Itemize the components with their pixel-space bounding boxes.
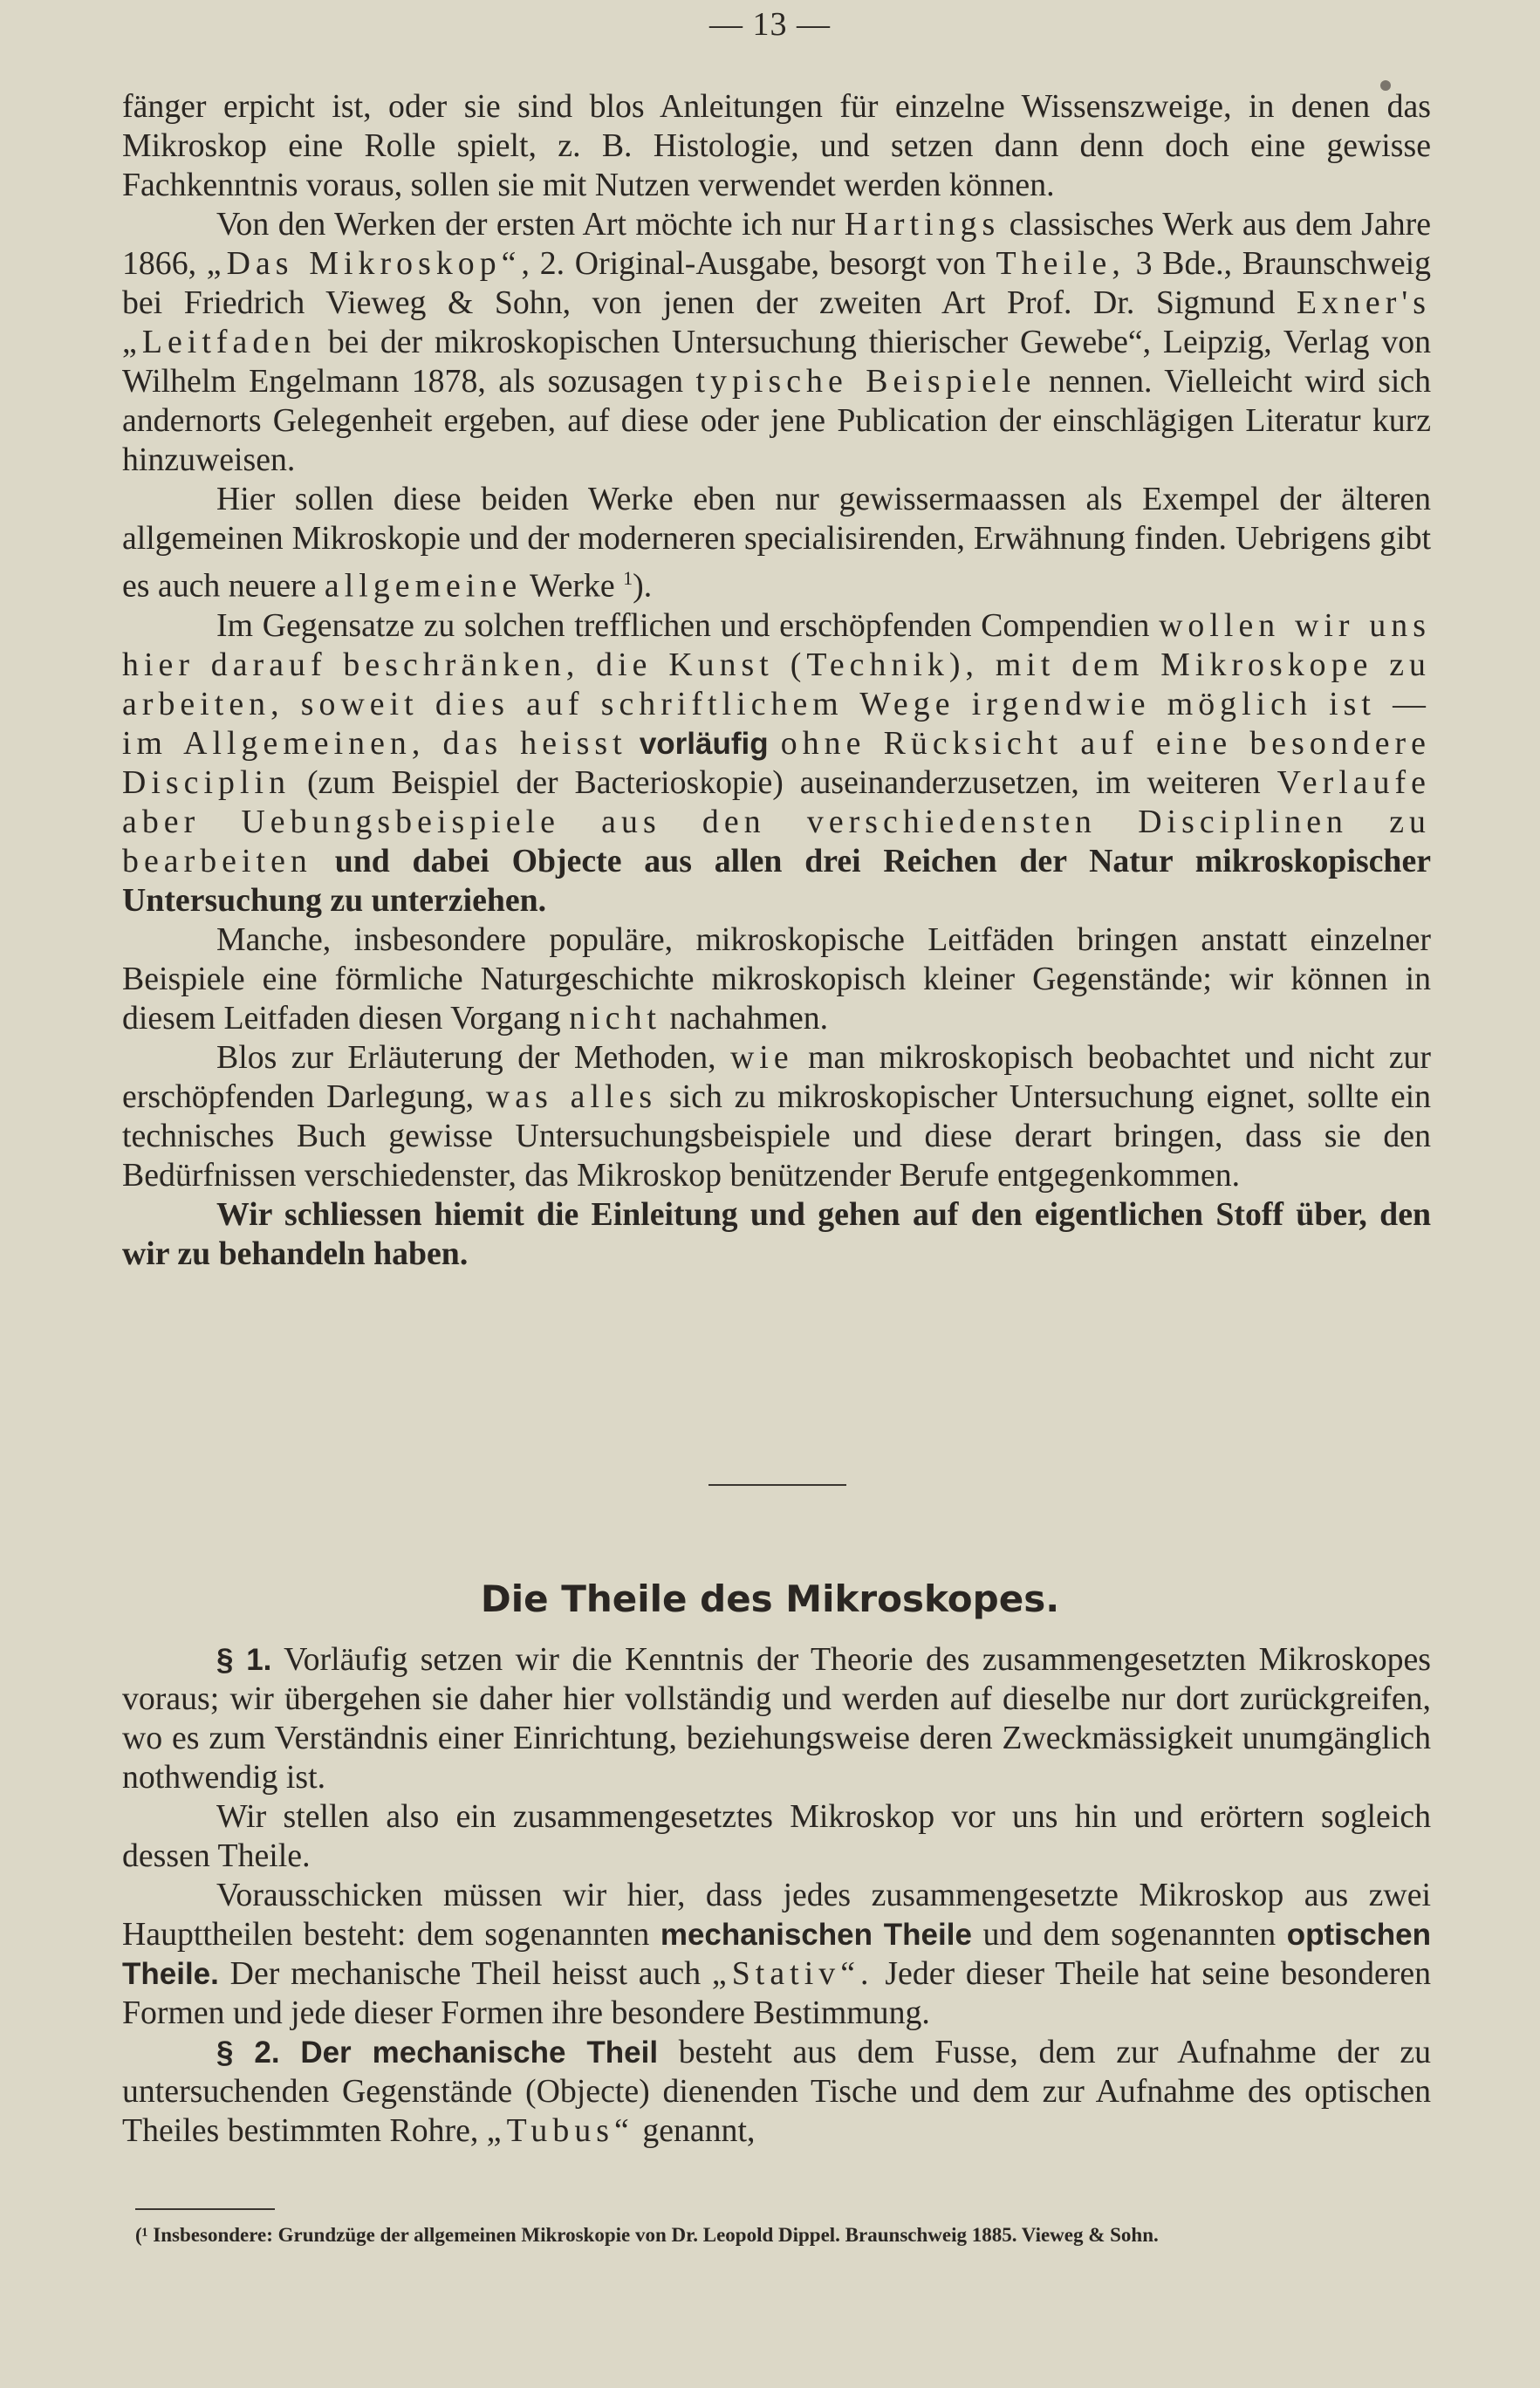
paragraph-3: Hier sollen diese beiden Werke eben nur gewissermaassen als Exempel der älteren allgemeinen Mikroskopie und der moderneren specialisirenden, Erwähnung finden. Uebrigens gibt es auch neuere allgemeine Werke $^1$). <box>122 481 1431 605</box>
introduction-text <box>122 87 1431 1274</box>
paragraph-6: Blos zur Erläuterung der Methoden, wie man mikroskopisch beobachtet und nicht zur erschöpfenden Darlegung, was alles sich zu mikroskopischer Untersuchung eignet, sollte ein technisches Buch gewisse Untersuchungsbeispiele und diese derart bringen, dass sie den Bedürfnissen verschiedenster, das Mikroskop benützender Berufe entgegenkommen. <box>122 1038 1432 1194</box>
section-2-paragraph-1: § 2. Der mechanische Theil besteht aus dem Fusse, dem zur Aufnahme der zu untersuchenden Gegenstände (Objecte) dienenden Tische und dem zur Aufnahme des optischen Theiles bestimmten Rohre, „Tubus“ genannt, <box>122 2034 1431 2149</box>
section-heading: Die Theile des Mikroskopes. <box>480 1577 1060 1620</box>
paragraph-4: Im Gegensatze zu solchen trefflichen und erschöpfenden Compendien wollen wir uns hier darauf beschränken, die Kunst (Technik), mit dem Mikroskope zu arbeiten, soweit dies auf schriftlichem Wege irgendwie möglich ist — im Allgemeinen, das heisst vorläufig ohne Rücksicht auf eine besondere Disciplin (zum Beispiel der Bacterioskopie) auseinanderzusetzen, im weiteren Verlaufe aber Uebungsbeispiele aus den verschiedensten Disciplinen zu bearbeiten und dabei Objecte aus allen drei Reichen der Natur mikroskopischer Untersuchung zu unterziehen. <box>122 606 1432 919</box>
section-1-paragraph-3: Vorausschicken müssen wir hier, dass jedes zusammengesetzte Mikroskop aus zwei Haupttheilen besteht: dem sogenannten mechanischen Theile und dem sogenannten optischen Theile. Der mechanische Theil heisst auch „Stativ“. Jeder dieser Theile hat seine besonderen Formen und jede dieser Formen ihre besondere Bestimmung. <box>122 1877 1431 2031</box>
footnote: (¹ Insbesondere: Grundzüge der allgemeinen Mikroskopie von Dr. Leopold Dippel. Braunschweig 1885. Vieweg & Sohn. <box>135 2224 1159 2246</box>
section-divider <box>708 1484 846 1486</box>
footnote-rule <box>135 2208 275 2210</box>
paragraph-7: Wir schliessen hiemit die Einleitung und gehen auf den eigentlichen Stoff über, den wir zu behandeln haben. <box>122 1195 1431 1272</box>
page-number: — 13 — <box>709 6 831 43</box>
paragraph-1: fänger erpicht ist, oder sie sind blos Anleitungen für einzelne Wissenszweige, in denen das Mikroskop eine Rolle spielt, z. B. Histologie, und setzen dann denn doch eine gewisse Fachkenntnis voraus, sollen sie mit Nutzen verwendet werden können. <box>122 88 1431 203</box>
section-1-paragraph-1: § 1. Vorläufig setzen wir die Kenntnis der Theorie des zusammengesetzten Mikroskopes voraus; wir übergehen sie daher hier vollständig und werden auf dieselbe nur dort zurückgreifen, wo es zum Verständnis einer Einrichtung, beziehungsweise deren Zweckmässigkeit unumgänglich nothwendig ist. <box>122 1641 1431 1796</box>
section-text <box>122 1640 1431 2151</box>
paragraph-2: Von den Werken der ersten Art möchte ich nur Hartings classisches Werk aus dem Jahre 1866, „Das Mikroskop“, 2. Original-Ausgabe, besorgt von Theile, 3 Bde., Braunschweig bei Friedrich Vieweg & Sohn, von jenen der zweiten Art Prof. Dr. Sigmund Exner's „Leitfaden bei der mikroskopischen Untersuchung thierischer Gewebe“, Leipzig, Verlag von Wilhelm Engelmann 1878, als sozusagen typische Beispiele nennen. Vielleicht wird sich andernorts Gelegenheit ergeben, auf diese oder jene Publication der einschlägigen Literatur kurz hinzuweisen. <box>122 206 1432 478</box>
footnote-marker: 1 <box>623 567 633 589</box>
section-1-paragraph-2: Wir stellen also ein zusammengesetztes Mikroskop vor uns hin und erörtern sogleich dessen Theile. <box>122 1798 1431 1874</box>
paragraph-5: Manche, insbesondere populäre, mikroskopische Leitfäden bringen anstatt einzelner Beispiele eine förmliche Naturgeschichte mikroskopisch kleiner Gegenstände; wir können in diesem Leitfaden diesen Vorgang nicht nachahmen. <box>122 920 1431 1037</box>
